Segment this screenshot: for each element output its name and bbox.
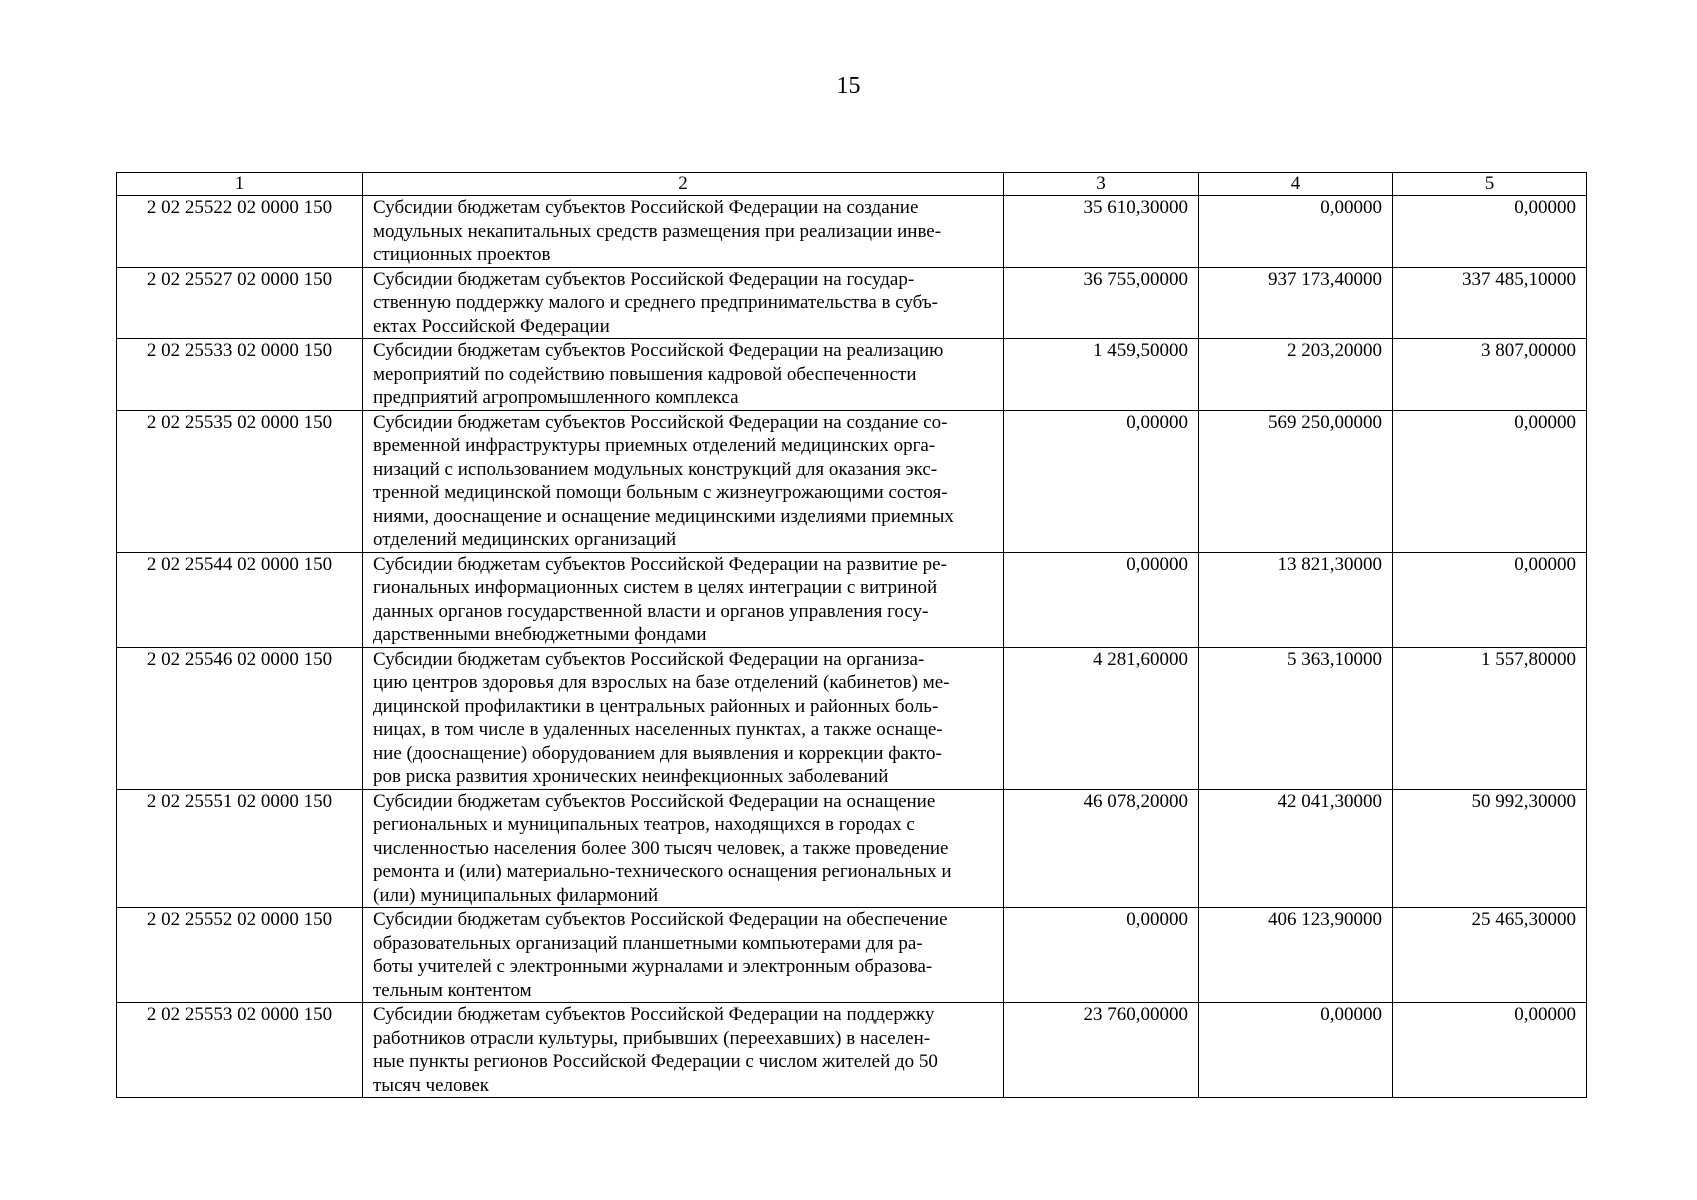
- description-cell: [363, 552, 1004, 647]
- header-col-4: 4: [1199, 173, 1393, 196]
- description-line: работников отрасли культуры, прибывших (переехавших) в населен-: [373, 1027, 931, 1049]
- description-line: Субсидии бюджетам субъектов Российской Федерации на реализацию: [373, 340, 944, 361]
- amount-cell-col5: 1 557,80000: [1393, 647, 1587, 789]
- amount-cell-col5: 25 465,30000: [1393, 908, 1587, 1003]
- description-cell: [363, 789, 1004, 908]
- header-col-3: 3: [1004, 173, 1199, 196]
- amount-cell-col5: 0,00000: [1393, 1003, 1587, 1098]
- description-line: ные пункты регионов Российской Федерации с числом жителей до 50: [373, 1051, 938, 1072]
- page-number: 15: [836, 73, 861, 99]
- description-line: временной инфраструктуры приемных отделений медицинских орга-: [373, 435, 936, 456]
- amount-cell-col4: 42 041,30000: [1199, 789, 1393, 908]
- header-col-2: 2: [363, 173, 1004, 196]
- header-row: [117, 173, 1587, 196]
- table-row: [117, 1003, 1587, 1098]
- amount-cell-col3: 36 755,00000: [1004, 267, 1199, 339]
- description-line: ницах, в том числе в удаленных населенных пунктах, а также оснаще-: [373, 719, 943, 740]
- description-line: стиционных проектов: [373, 244, 551, 265]
- description-line: ров риска развития хронических неинфекционных заболеваний: [373, 766, 889, 787]
- description-line: Субсидии бюджетам субъектов Российской Федерации на развитие ре-: [373, 553, 947, 575]
- description-line: ремонта и (или) материально-технического оснащения региональных и: [373, 861, 952, 882]
- amount-cell-col5: 50 992,30000: [1393, 789, 1587, 908]
- description-line: Субсидии бюджетам субъектов Российской Федерации на государ-: [373, 268, 915, 290]
- description-cell: [363, 196, 1004, 268]
- table-row: [117, 267, 1587, 339]
- description-cell: [363, 1003, 1004, 1098]
- budget-code-cell: 2 02 25551 02 0000 150: [117, 789, 363, 908]
- description-line: тельным контентом: [373, 979, 532, 1001]
- amount-cell-col4: 0,00000: [1199, 196, 1393, 268]
- table-row: [117, 552, 1587, 647]
- description-line: предприятий агропромышленного комплекса: [373, 387, 739, 408]
- budget-code-cell: 2 02 25546 02 0000 150: [117, 647, 363, 789]
- table-row: [117, 339, 1587, 411]
- amount-cell-col5: 3 807,00000: [1393, 339, 1587, 411]
- table-row: [117, 196, 1587, 268]
- amount-cell-col4: 0,00000: [1199, 1003, 1393, 1098]
- description-line: мероприятий по содействию повышения кадровой обеспеченности: [373, 363, 917, 385]
- budget-code-cell: 2 02 25544 02 0000 150: [117, 552, 363, 647]
- budget-table: [116, 172, 1587, 1098]
- amount-cell-col3: 46 078,20000: [1004, 789, 1199, 908]
- description-line: (или) муниципальных филармоний: [373, 884, 659, 906]
- amount-cell-col4: 5 363,10000: [1199, 647, 1393, 789]
- table-row: [117, 647, 1587, 789]
- amount-cell-col4: 937 173,40000: [1199, 267, 1393, 339]
- description-line: отделений медицинских организаций: [373, 529, 677, 550]
- description-cell: [363, 908, 1004, 1003]
- description-line: данных органов государственной власти и органов управления госу-: [373, 600, 929, 622]
- description-line: боты учителей с электронными журналами и электронным образова-: [373, 956, 933, 977]
- description-line: Субсидии бюджетам субъектов Российской Федерации на обеспечение: [373, 909, 948, 930]
- header-col-1: 1: [117, 173, 363, 196]
- amount-cell-col4: 406 123,90000: [1199, 908, 1393, 1003]
- amount-cell-col5: 0,00000: [1393, 410, 1587, 552]
- description-cell: [363, 647, 1004, 789]
- description-line: тренной медицинской помощи больным с жизнеугрожающими состоя-: [373, 482, 948, 503]
- table-row: [117, 908, 1587, 1003]
- description-line: ниями, дооснащение и оснащение медицинскими изделиями приемных: [373, 505, 954, 527]
- description-line: модульных некапитальных средств размещения при реализации инве-: [373, 220, 942, 242]
- amount-cell-col3: 0,00000: [1004, 908, 1199, 1003]
- description-cell: [363, 410, 1004, 552]
- amount-cell-col5: 337 485,10000: [1393, 267, 1587, 339]
- amount-cell-col4: 2 203,20000: [1199, 339, 1393, 411]
- amount-cell-col3: 23 760,00000: [1004, 1003, 1199, 1098]
- description-line: дицинской профилактики в центральных районных и районных боль-: [373, 695, 939, 717]
- amount-cell-col4: 13 821,30000: [1199, 552, 1393, 647]
- budget-code-cell: 2 02 25553 02 0000 150: [117, 1003, 363, 1098]
- amount-cell-col3: 1 459,50000: [1004, 339, 1199, 411]
- amount-cell-col3: 0,00000: [1004, 552, 1199, 647]
- description-line: цию центров здоровья для взрослых на базе отделений (кабинетов) ме-: [373, 672, 950, 693]
- budget-code-cell: 2 02 25527 02 0000 150: [117, 267, 363, 339]
- table-header: [117, 173, 1587, 196]
- description-line: Субсидии бюджетам субъектов Российской Федерации на создание: [373, 197, 919, 218]
- table-row: [117, 410, 1587, 552]
- table-body: [117, 196, 1587, 1098]
- description-line: образовательных организаций планшетными компьютерами для ра-: [373, 932, 923, 954]
- amount-cell-col3: 0,00000: [1004, 410, 1199, 552]
- description-line: Субсидии бюджетам субъектов Российской Федерации на поддержку: [373, 1004, 935, 1025]
- description-line: гиональных информационных систем в целях интеграции с витриной: [373, 577, 938, 598]
- amount-cell-col4: 569 250,00000: [1199, 410, 1393, 552]
- description-line: тысяч человек: [373, 1074, 490, 1096]
- budget-code-cell: 2 02 25552 02 0000 150: [117, 908, 363, 1003]
- description-line: Субсидии бюджетам субъектов Российской Федерации на создание со-: [373, 411, 948, 433]
- description-line: Субсидии бюджетам субъектов Российской Федерации на организа-: [373, 648, 925, 670]
- budget-code-cell: 2 02 25535 02 0000 150: [117, 410, 363, 552]
- amount-cell-col5: 0,00000: [1393, 552, 1587, 647]
- description-cell: [363, 339, 1004, 411]
- description-line: ние (дооснащение) оборудованием для выявления и коррекции факто-: [373, 742, 942, 764]
- description-line: численностью населения более 300 тысяч человек, а также проведение: [373, 837, 949, 859]
- description-line: Субсидии бюджетам субъектов Российской Федерации на оснащение: [373, 790, 936, 812]
- amount-cell-col3: 4 281,60000: [1004, 647, 1199, 789]
- description-line: низаций с использованием модульных конструкций для оказания экс-: [373, 458, 938, 480]
- amount-cell-col3: 35 610,30000: [1004, 196, 1199, 268]
- budget-code-cell: 2 02 25533 02 0000 150: [117, 339, 363, 411]
- description-line: ектах Российской Федерации: [373, 315, 610, 337]
- description-line: региональных и муниципальных театров, находящихся в городах с: [373, 814, 915, 835]
- budget-code-cell: 2 02 25522 02 0000 150: [117, 196, 363, 268]
- description-line: ственную поддержку малого и среднего предпринимательства в субъ-: [373, 292, 938, 313]
- amount-cell-col5: 0,00000: [1393, 196, 1587, 268]
- description-line: дарственными внебюджетными фондами: [373, 624, 707, 645]
- table-row: [117, 789, 1587, 908]
- header-col-5: 5: [1393, 173, 1587, 196]
- description-cell: [363, 267, 1004, 339]
